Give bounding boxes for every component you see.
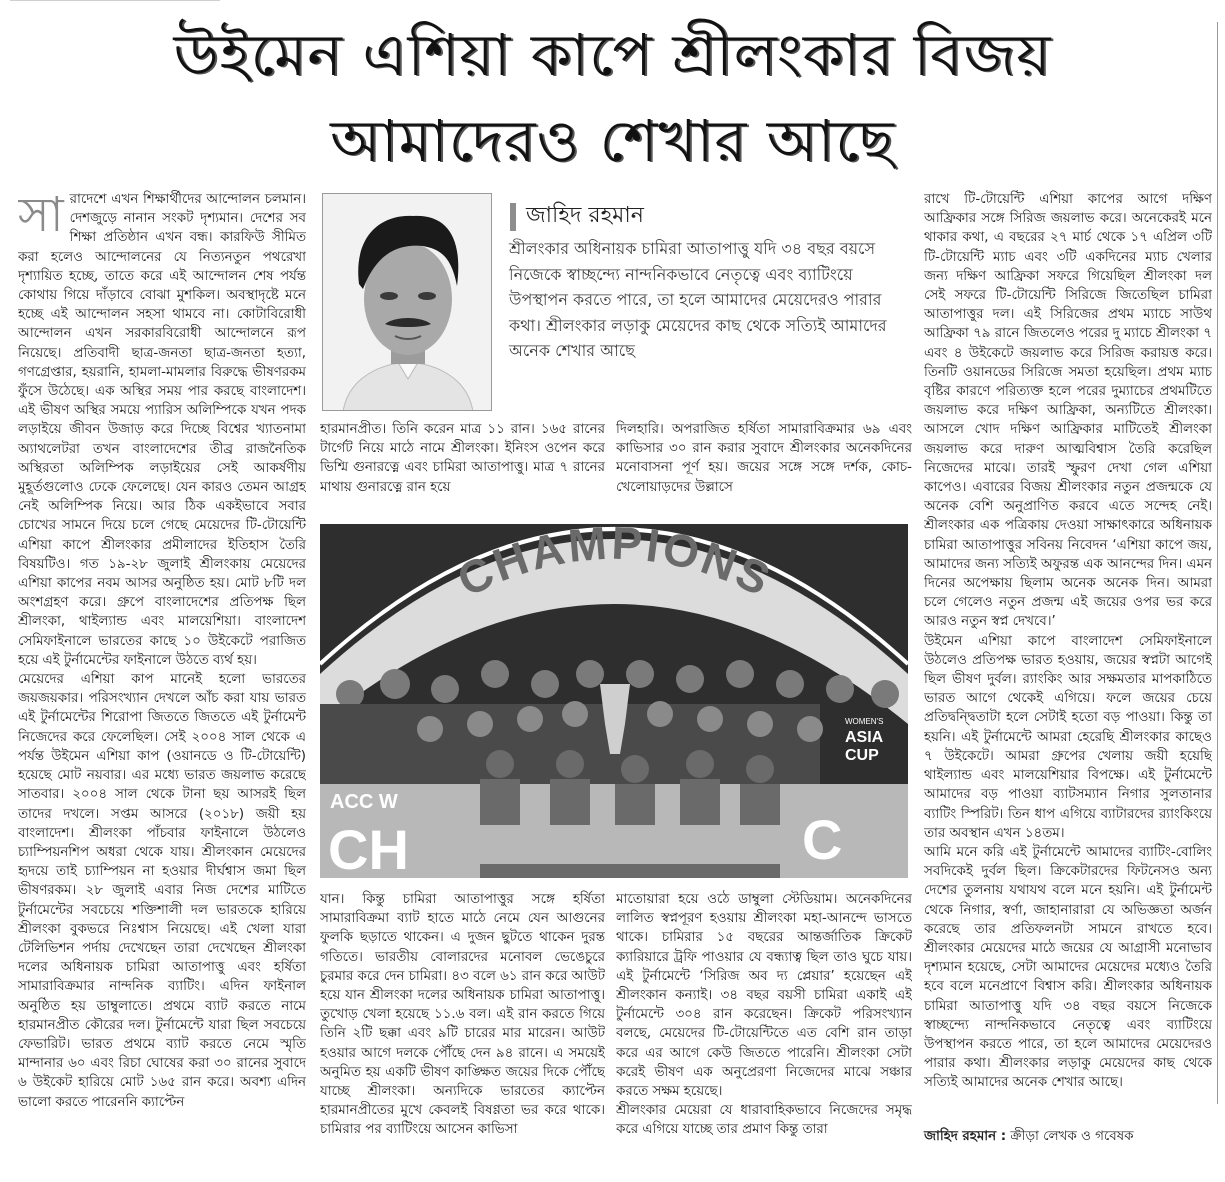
photo-banner-text: ACC W — [330, 791, 398, 813]
pull-quote: শ্রীলংকার অধিনায়ক চামিরা আতাপাত্তু যদি ৩৪ বছর বয়সে নিজেকে স্বাচ্ছন্দ্যে নান্দনিকভাবে নেতৃত্বে এবং ব্যাটিংয়ে উপস্থাপন করতে পারে, তা হলে আমাদের মেয়েদেরও পারার কথা। শ্রীলংকার লড়াকু মেয়েদের কাছ থেকে সত্যিই আমাদের অনেক শেখার আছে — [509, 239, 887, 360]
right-rule — [1217, 22, 1218, 1104]
headline-line-2: আমাদেরও শেখার আছে — [330, 107, 895, 175]
author-portrait-image — [323, 194, 492, 411]
article-column-2-top — [320, 420, 605, 516]
photo-arch-text: CHAMPIONS — [449, 524, 781, 607]
author-portrait — [322, 193, 492, 411]
photo-banner-big-text: CH — [328, 818, 409, 878]
author-credit — [924, 1126, 1214, 1148]
paragraph: উইমেন এশিয়া কাপে বাংলাদেশ সেমিফাইনালে উঠলেও প্রতিপক্ষ ভারত হওয়ায়, জয়ের স্বপ্নটা আগেই ছিল ভীষণ দুর্বল। র‍্যাংকিং আর সক্ষমতার মাপকাঠিতে ভারত আগে থেকেই এগিয়ে। ফলে জয়ের চেয়ে প্রতিদ্বন্দ্বিতাটা হলে সেটাই হতো বড় পাওয়া। কিন্তু তা হয়নি। এই টুর্নামেন্টে আমরা হেরেছি শ্রীলংকার কাছেও ৭ উইকেটে। আমরা গ্রুপের খেলায় জয়ী হয়েছি থাইল্যান্ড এবং মালয়েশিয়ার বিপক্ষে। এই টুর্নামেন্টে আমাদের বড় পাওয়া ব্যাটসম্যান নিগার সুলতানার ব্যাটিং স্পিরিট। তিন ধাপ এগিয়ে ব্যাটারদের র‍্যাংকিংয়ে তার অবস্থান এখন ১৪তম। — [924, 633, 1212, 841]
byline — [510, 198, 644, 235]
paragraph: আমি মনে করি এই টুর্নামেন্টে আমাদের ব্যাটিং-বোলিং সবদিকেই দুর্বল ছিল। ক্রিকেটারদের ফিটনেসও অন্য দেশের তুলনায় যথাযথ বলে মনে হয়নি। এই টুর্নামেন্ট থেকে নিগার, স্বর্ণা, জাহানারারা যে অভিজ্ঞতা অর্জন করেছে তার প্রতিফলনটা সামনে রাখতে হবে। শ্রীলংকার মেয়েদের মাঠে জয়ের যে আগ্রাসী মনোভাব দৃশ্যমান হয়েছে, সেটা আমাদের মেয়েদের মধ্যেও তৈরি হবে বলে মনেপ্রাণে বিশ্বাস করি। শ্রীলংকার অধিনায়ক চামিরা আতাপাত্তু যদি ৩৪ বছর বয়সে নিজেকে স্বাচ্ছন্দ্যে নান্দনিকভাবে নেতৃত্বে এবং ব্যাটিংয়ে উপস্থাপন করতে পারে, তা হলে আমাদের মেয়েদেরও পারার কথা। শ্রীলংকার লড়াকু মেয়েদের কাছ থেকে সত্যিই আমাদের অনেক শেখার আছে। — [924, 844, 1212, 1091]
top-rule — [10, 0, 220, 1]
paragraph: হারমানপ্রীত। তিনি করেন মাত্র ১১ রান। ১৬৫ রানের টার্গেট নিয়ে মাঠে নামে শ্রীলংকা। ইনিংস ওপেন করে ভিশ্মি গুনারত্নে এবং চামিরা আতাপাত্তু। মাত্র ৭ রানের মাথায় গুনারত্নে রান হয়ে — [320, 422, 605, 495]
article-column-2-bottom — [320, 890, 605, 1150]
byline-author: জাহিদ রহমান — [526, 203, 644, 228]
paragraph: যান। কিন্তু চামিরা আতাপাত্তুর সঙ্গে হর্ষিতা সামারাবিক্রমা ব্যাট হাতে মাঠে নেমে যেন আগুনের ফুলকি ছড়াতে থাকেন। এ দুজন ছুটতে থাকেন দুরন্ত গতিতে। ভারতীয় বোলারদের মনোবল ভেঙেচুরে চুরমার করে দেন চামিরা। ৪৩ বলে ৬১ রান করে আউট হয়ে যান শ্রীলংকা দলের অধিনায়ক চামিরা আতাপাত্তু। তুখোড় খেলা হয়েছে ১১.৬ বল। এই রান করতে গিয়ে তিনি ২টি ছক্কা এবং ৯টি চারের মার মারেন। আউট হওয়ার আগে দলকে পৌঁছে দেন ৯৪ রানে। এ সময়েই অনুমিত হয় একটি ভীষণ কাঙ্ক্ষিত জয়ের দিকে পৌঁছে যাচ্ছে শ্রীলংকা। অন্যদিকে ভারতের ক্যাপ্টেন হারমানপ্রীতের মুখে কেবলই বিষণ্ণতা ভর করে থাকে। চামিরার পর ব্যাটিংয়ে আসেন কাভিসা — [320, 892, 605, 1138]
paragraph: শ্রীলংকার মেয়েরা যে ধারাবাহিকভাবে নিজেদের সমৃদ্ধ করে এগিয়ে যাচ্ছে তার প্রমাণ কিন্তু তারা — [616, 1103, 912, 1138]
article-column-3-top — [616, 420, 912, 516]
champions-photo-image — [320, 524, 908, 878]
photo-logo-text-1: WOMEN'S — [845, 717, 884, 726]
headline — [0, 12, 1225, 184]
author-credit-role: ক্রীড়া লেখক ও গবেষক — [1010, 1129, 1134, 1144]
article-column-4 — [924, 190, 1212, 1110]
article-column-1 — [18, 190, 306, 1110]
author-credit-name: জাহিদ রহমান : — [924, 1129, 1007, 1144]
byline-bar — [510, 203, 516, 231]
paragraph: রাদেশে এখন শিক্ষার্থীদের আন্দোলন চলমান। দেশজুড়ে নানান সংকট দৃশ্যমান। দেশের সব শিক্ষা প্রতিষ্ঠান এখন বন্ধ। কারফিউ সীমিত করা হলেও আন্দোলনের যে নিত্যনতুন পথরেখা দৃশ্যায়িত হচ্ছে, তাতে করে এই আন্দোলন শেষ পর্যন্ত কোথায় গিয়ে দাঁড়াবে বোঝা মুশকিল। অবস্থাদৃষ্টে মনে হচ্ছে এই আন্দোলন সহসা থামবে না। কোটাবিরোধী আন্দোলন এখন সরকারবিরোধী আন্দোলনে রূপ নিয়েছে। প্রতিবাদী ছাত্র-জনতা ছাত্র-জনতা হত্যা, গণগ্রেপ্তার, হয়রানি, হামলা-মামলার বিরুদ্ধে ভীষণরকম ফুঁসে উঠেছে। এক অস্থির সময় পার করছে বাংলাদেশ। এই ভীষণ অস্থির সময়ে প্যারিস অলিম্পিকে যখন পদক লড়াইয়ে জীবন উজাড় করে দিচ্ছে বিশ্বের খ্যাতনামা অ্যাথলেটরা তখন বাংলাদেশের তীব্র রাজনৈতিক অস্থিরতা অলিম্পিক লড়াইয়ের সেই আকর্ষণীয় মুহূর্তগুলোও ঢেকে ফেলেছে। যেন কারও তেমন আগ্রহ নেই অলিম্পিক নিয়ে। আর ঠিক একইভাবে সবার চোখের সামনে দিয়ে চলে গেছে মেয়েদের টি-টোয়েন্টি এশিয়া কাপে শ্রীলংকার প্রমীলাদের ইতিহাস তৈরি বিষয়টিও। গত ১৯-২৮ জুলাই শ্রীলংকায় মেয়েদের এশিয়া কাপের নবম আসর অনুষ্ঠিত হয়। মোট ৮টি দল অংশগ্রহণ করে। গ্রুপে বাংলাদেশের প্রতিপক্ষ ছিল শ্রীলংকা, থাইল্যান্ড এবং মালয়েশিয়া। বাংলাদেশ সেমিফাইনালে ভারতের কাছে ১০ উইকেটে পরাজিত হয়ে এই টুর্নামেন্টের ফাইনালে উঠতে ব্যর্থ হয়। — [18, 192, 306, 668]
photo-logo-text-3: CUP — [845, 747, 879, 764]
paragraph: রাখে টি-টোয়েন্টি এশিয়া কাপের আগে দক্ষিণ আফ্রিকার সঙ্গে সিরিজ জয়লাভ করে। অনেকেরই মনে থাকার কথা, এ বছরের ২৭ মার্চ থেকে ১৭ এপ্রিল ৩টি টি-টোয়েন্টি ম্যাচ এবং ৩টি একদিনের ম্যাচ খেলার জন্য দক্ষিণ আফ্রিকা সফরে গিয়েছিল শ্রীলংকা দল সেই সফরে টি-টোয়েন্টি সিরিজে জিতেছিল চামিরা আতাপাত্তুর দল। এই সিরিজের প্রথম ম্যাচে সাউথ আফ্রিকা ৭৯ রানে জিতলেও পরের দু ম্যাচে শ্রীলংকা ৭ এবং ৪ উইকেটে জয়লাভ করে সিরিজ করায়ত্ত করে। তিনটি ওয়ানডের সিরিজে সমতা হয়েছিল। প্রথম ম্যাচ বৃষ্টির কারণে পরিত্যক্ত হলে পরের দুম্যাচের প্রথমটিতে জয়লাভ করে দক্ষিণ আফ্রিকা, অন্যটিতে শ্রীলংকা। আসলে খোদ দক্ষিণ আফ্রিকার মাটিতেই শ্রীলংকা জয়লাভ করে দারুণ আত্মবিশ্বাস তৈরি করেছিল নিজেদের মাঝে। তারই স্ফুরণ দেখা গেল এশিয়া কাপেও। এবারের বিজয় শ্রীলংকার নতুন প্রজন্মকে যে অনেক বেশি অনুপ্রাণিত করবে এতে সন্দেহ নেই। শ্রীলংকার এক পত্রিকায় দেওয়া সাক্ষাৎকারে অধিনায়ক চামিরা আতাপাত্তুর সবিনয় নিবেদন ‘এশিয়া কাপে জয়, আমাদের জন্য সত্যিই অফুরন্ত এক আনন্দের দিন। এমন দিনের অপেক্ষায় ছিলাম অনেক অনেক দিন। আমরা চলে গেলেও নতুন প্রজন্ম এই জয়ের ওপর ভর করে আরও নতুন স্বপ্ন দেখবে।’ — [924, 192, 1212, 630]
photo-logo-text-2: ASIA — [845, 729, 884, 746]
photo-banner-big-text-right: C — [802, 808, 843, 871]
paragraph: দিলহারি। অপরাজিত হর্ষিতা সামারাবিক্রমার ৬৯ এবং কাভিসার ৩০ রান করার সুবাদে শ্রীলংকার অনেকদিনের মনোবাসনা পূর্ণ হয়। জয়ের সঙ্গে সঙ্গে দর্শক, কোচ-খেলোয়াড়দের উল্লাসে — [616, 422, 912, 495]
headline-line-1: উইমেন এশিয়া কাপে শ্রীলংকার বিজয় — [173, 21, 1052, 89]
paragraph: মাতোয়ারা হয়ে ওঠে ডাম্বুলা স্টেডিয়াম। অনেকদিনের লালিত স্বপ্নপূরণ হওয়ায় শ্রীলংকা মহা-আনন্দে ভাসতে থাকে। চামিরার ১৫ বছরের আন্তর্জাতিক ক্রিকেট ক্যারিয়ারে ট্রফি পাওয়ার যে বন্ধ্যাত্ব ছিল তাও ঘুচে যায়। এই টুর্নামেন্টে ‘সিরিজ অব দ্য প্লেয়ার’ হয়েছেন এই শ্রীলংকান কন্যাই। ৩৪ বছর বয়সী চামিরা একাই এই টুর্নামেন্টে ৩০৪ রান করেছেন। ক্রিকেট পরিসংখ্যান বলছে, মেয়েদের টি-টোয়েন্টিতে এত বেশি রান তাড়া করে এর আগে কেউ জিততে পারেনি। শ্রীলংকা সেটা করেই ভীষণ এক অনুপ্রেরণা নিজেদের মাঝে সঞ্চার করতে সক্ষম হয়েছে। — [616, 892, 912, 1100]
paragraph: মেয়েদের এশিয়া কাপ মানেই হলো ভারতের জয়জয়কার। পরিসংখ্যান দেখলে আঁচ করা যায় ভারত এই টুর্নামেন্টের শিরোপা জিততে জিততে এই টুর্নামেন্ট নিজেদের করে ফেলেছিল। সেই ২০০৪ সাল থেকে এ পর্যন্ত উইমেন এশিয়া কাপ (ওয়ানডে ও টি-টোয়েন্টি) হয়েছে মোট নয়বার। এর মধ্যে ভারত জয়লাভ করেছে সাতবার। ২০০৪ সাল থেকে টানা ছয় আসরই ছিল তাদের দখলে। সপ্তম আসরে (২০১৮) জয়ী হয় বাংলাদেশ। শ্রীলংকা পাঁচবার ফাইনালে উঠলেও চ্যাম্পিয়নশিপ অধরা থেকে যায়। শ্রীলংকান মেয়েদের হৃদয়ে তাই চ্যাম্পিয়ন না হওয়ার দীর্ঘশ্বাস জমা ছিল ভীষণরকম। ২৮ জুলাই এবার নিজ দেশের মাটিতে টুর্নামেন্টের সবচেয়ে শক্তিশালী দল ভারতকে হারিয়ে শ্রীলংকা বুকভরে নিঃশ্বাস নিয়েছে। এই খেলা যারা টেলিভিশন পর্দায় দেখেছেন তারা দেখেছেন শ্রীলংকা দলের অধিনায়ক চামিরা আতাপাত্তু এবং হর্ষিতা সামারাবিক্রমার নান্দনিক ব্যাটিং। এদিন ফাইনাল অনুষ্ঠিত হয় ডাম্বুলাতে। প্রথমে ব্যাট করতে নামে হারমানপ্রীত কৌরের দল। টুর্নামেন্টে যারা ছিল সবচেয়ে ফেভারিট। ভারত প্রথমে ব্যাট করতে নেমে স্মৃতি মান্দানার ৬০ এবং রিচা ঘোষের করা ৩০ রানের সুবাদে ৬ উইকেট হারিয়ে মোট ১৬৫ রান করে। অবশ্য এদিন ভালো করতে পারেননি ক্যাপ্টেন — [18, 672, 306, 1110]
drop-cap: সা — [18, 190, 64, 243]
champions-photo — [320, 524, 908, 878]
article-column-3-bottom — [616, 890, 912, 1150]
